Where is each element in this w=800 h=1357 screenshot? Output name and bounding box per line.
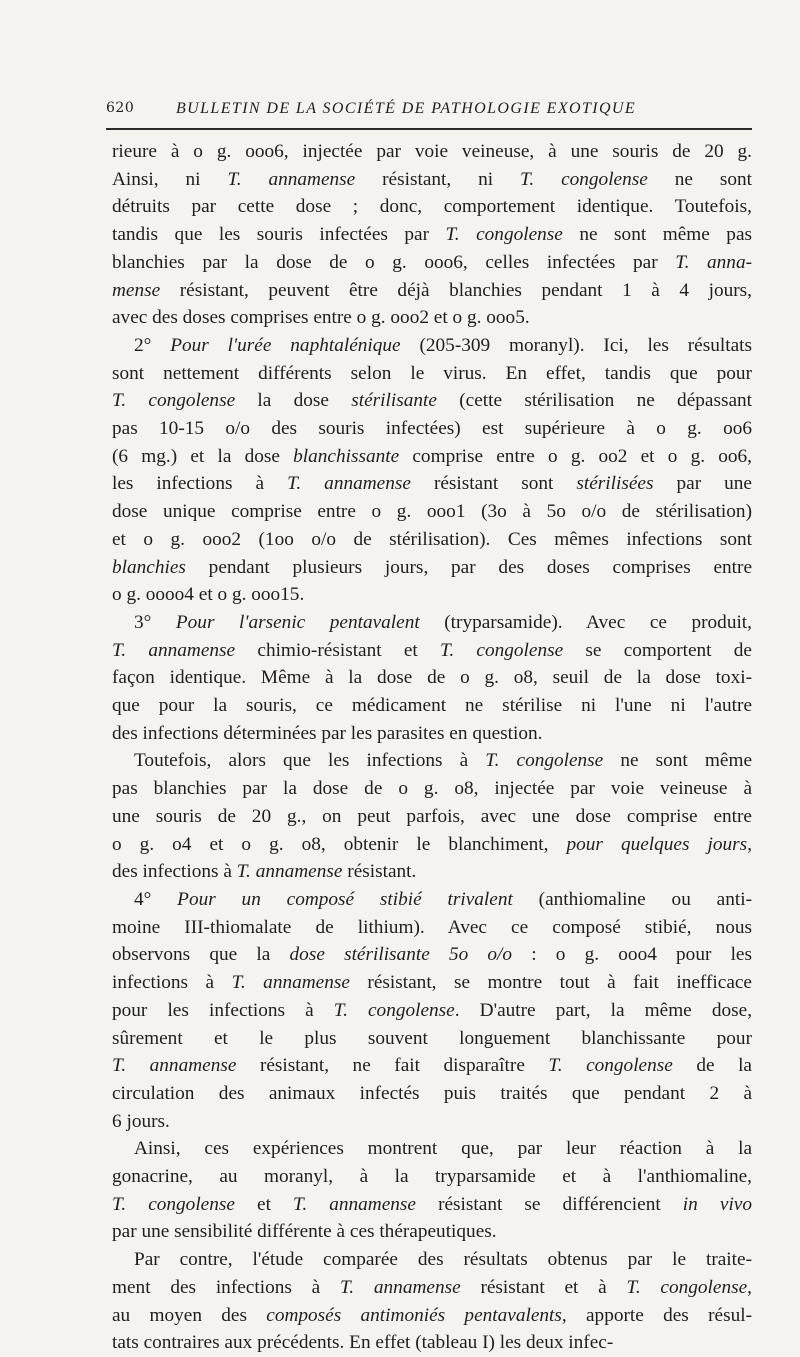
text-run: par une sensibilité différente à ces thérapeutiques. xyxy=(112,1221,497,1243)
italic-run: in vivo xyxy=(682,1193,752,1215)
text-run: ne sont même pas xyxy=(562,224,753,246)
text-line xyxy=(112,277,752,305)
text-line xyxy=(112,221,752,249)
text-run: , apporte des résul- xyxy=(561,1304,753,1326)
text-run: rieure à o g. ooo6, injectée par voie veineuse, à une souris de 20 g. xyxy=(112,141,752,162)
text-run: 2° xyxy=(134,334,171,356)
italic-run: composés antimoniés pentavalents xyxy=(266,1304,562,1326)
italic-run: T. congolense xyxy=(112,390,236,412)
text-run: (tryparsamide). Avec ce produit, xyxy=(419,611,752,633)
italic-run: T. annamense xyxy=(340,1276,461,1298)
text-line xyxy=(112,747,752,775)
text-run: de la xyxy=(672,1055,752,1077)
text-run: (205-309 moranyl). Ici, les résultats xyxy=(400,334,752,356)
text-run: se comportent de xyxy=(563,639,752,661)
text-line xyxy=(112,1246,752,1274)
text-run: avec des doses comprises entre o g. ooo2 et o g. ooo5. xyxy=(112,307,530,329)
text-run: ne sont même xyxy=(603,750,752,772)
text-run: , xyxy=(747,833,753,855)
text-line xyxy=(112,914,752,942)
text-run: résistant sont xyxy=(410,473,577,495)
text-line xyxy=(112,1108,752,1136)
text-run: 4° xyxy=(134,888,178,910)
text-line xyxy=(112,1025,752,1053)
page-header xyxy=(106,100,752,126)
text-run: des infections déterminées par les parasites en question. xyxy=(112,722,543,744)
text-line xyxy=(112,166,752,194)
page-number: 620 xyxy=(106,100,135,116)
italic-run: T. congolense xyxy=(112,1193,235,1215)
text-run: , xyxy=(747,1276,752,1298)
text-line xyxy=(112,941,752,969)
text-line xyxy=(112,1163,752,1191)
text-run: ne sont xyxy=(647,168,752,190)
text-run: et xyxy=(234,1193,294,1215)
text-run: résistant, se montre tout à fait inefficace xyxy=(349,972,752,994)
text-run: Toutefois, alors que les infections à xyxy=(134,750,486,772)
italic-run: Pour un composé stibié trivalent xyxy=(177,888,513,910)
text-run: des infections à xyxy=(112,861,237,883)
italic-run: pour quelques jours xyxy=(566,833,748,855)
text-run: 6 jours. xyxy=(112,1110,170,1132)
text-line xyxy=(112,1274,752,1302)
text-run: ment des infections à xyxy=(112,1276,340,1298)
text-line xyxy=(112,470,752,498)
italic-run: T. congolense xyxy=(548,1055,673,1077)
text-line xyxy=(112,997,752,1025)
text-line xyxy=(112,193,752,221)
text-run: au moyen des xyxy=(112,1304,267,1326)
text-run: pas 10-15 o/o des souris infectées) est supérieure à o g. oo6 xyxy=(112,418,752,440)
text-line xyxy=(112,637,752,665)
running-title: BULLETIN DE LA SOCIÉTÉ DE PATHOLOGIE EXOTIQUE xyxy=(176,100,637,117)
text-line xyxy=(112,332,752,360)
italic-run: T. congolense xyxy=(440,639,564,661)
text-run: Ainsi, ces expériences montrent que, par leur réaction à la xyxy=(134,1138,752,1160)
text-run: résistant, ne fait disparaître xyxy=(236,1055,549,1077)
text-run: résistant se différencient xyxy=(415,1193,683,1215)
italic-run: stérilisées xyxy=(576,473,654,495)
text-run: pas blanchies par la dose de o g. o8, injectée par voie veineuse à xyxy=(112,778,752,800)
text-line xyxy=(112,443,752,471)
body-text xyxy=(112,138,752,1357)
text-run: o g. o4 et o g. o8, obtenir le blanchiment, xyxy=(112,833,567,855)
text-run: sûrement et le plus souvent longuement blanchissante pour xyxy=(112,1027,752,1049)
text-run: observons que la xyxy=(112,944,290,966)
italic-run: T. annamense xyxy=(236,861,343,883)
text-line xyxy=(112,581,752,609)
italic-run: T. annamense xyxy=(112,1055,237,1077)
text-run: dose unique comprise entre o g. ooo1 (3o à 5o o/o de stérilisation) xyxy=(112,501,752,523)
text-run: infections à xyxy=(112,972,232,994)
text-line xyxy=(112,1218,752,1246)
text-line xyxy=(112,249,752,277)
text-line xyxy=(112,415,752,443)
italic-run: T. congolense xyxy=(485,750,604,772)
italic-run: T. annamense xyxy=(112,639,236,661)
text-line xyxy=(112,664,752,692)
text-run: résistant et à xyxy=(460,1276,627,1298)
text-line xyxy=(112,692,752,720)
text-line xyxy=(112,831,752,859)
text-run: (anthiomaline ou anti- xyxy=(512,888,752,910)
text-run: tats contraires aux précédents. En effet (tableau I) les deux infec- xyxy=(112,1332,614,1354)
italic-run: Pour l'arsenic pentavalent xyxy=(175,611,420,633)
italic-run: T. congolense xyxy=(445,224,563,246)
text-run: résistant, ni xyxy=(355,168,521,190)
text-run: (6 mg.) et la dose xyxy=(112,445,294,467)
italic-run: blanchissante xyxy=(293,445,400,467)
text-line xyxy=(112,360,752,388)
text-line xyxy=(112,775,752,803)
text-line xyxy=(112,1329,752,1357)
text-run: les infections à xyxy=(112,473,288,495)
text-line xyxy=(112,720,752,748)
italic-run: T. annamense xyxy=(287,473,411,495)
italic-run: T. annamense xyxy=(293,1193,416,1215)
text-run: pendant plusieurs jours, par des doses comprises entre xyxy=(185,556,752,578)
text-run: Par contre, l'étude comparée des résultats obtenus par le traite- xyxy=(134,1249,752,1271)
text-run: tandis que les souris infectées par xyxy=(112,224,446,246)
text-run: circulation des animaux infectés puis traités que pendant 2 à xyxy=(112,1082,752,1104)
text-run: sont nettement différents selon le virus. En effet, tandis que pour xyxy=(112,362,752,384)
text-line xyxy=(112,1080,752,1108)
text-line xyxy=(112,387,752,415)
text-line xyxy=(112,969,752,997)
text-run: . D'autre part, la même dose, xyxy=(454,999,753,1021)
header-rule xyxy=(106,128,752,130)
text-run: que pour la souris, ce médicament ne stérilise ni l'une ni l'autre xyxy=(112,695,752,717)
text-run: (cette stérilisation ne dépassant xyxy=(436,390,753,412)
italic-run: dose stérilisante 5o o/o xyxy=(289,944,513,966)
text-line xyxy=(112,1302,752,1330)
text-run: détruits par cette dose ; donc, comportement identique. Toutefois, xyxy=(112,196,752,218)
italic-run: Pour l'urée naphtalénique xyxy=(170,334,401,356)
text-line xyxy=(112,138,752,166)
text-line xyxy=(112,554,752,582)
text-run: blanchies par la dose de o g. ooo6, celles infectées par xyxy=(112,251,676,273)
text-line xyxy=(112,1135,752,1163)
text-run: Ainsi, ni xyxy=(112,168,228,190)
text-run: comprise entre o g. oo2 et o g. oo6, xyxy=(399,445,752,467)
text-line xyxy=(112,498,752,526)
italic-run: T. congolense xyxy=(333,999,455,1021)
text-line xyxy=(112,803,752,831)
italic-run: blanchies xyxy=(112,556,186,578)
text-run: chimio-résistant et xyxy=(235,639,441,661)
text-run: résistant, peuvent être déjà blanchies pendant 1 à 4 jours, xyxy=(160,279,752,301)
text-run: résistant. xyxy=(342,861,417,883)
italic-run: T. congolense xyxy=(626,1276,748,1298)
text-run: une souris de 20 g., on peut parfois, avec une dose comprise entre xyxy=(112,805,752,827)
text-run: façon identique. Même à la dose de o g. o8, seuil de la dose toxi- xyxy=(112,667,752,689)
text-line xyxy=(112,526,752,554)
italic-run: T. annamense xyxy=(231,972,350,994)
text-run: et o g. ooo2 (1oo o/o de stérilisation). Ces mêmes infections sont xyxy=(112,528,752,550)
text-line xyxy=(112,1191,752,1219)
text-run: 3° xyxy=(134,611,176,633)
text-run: o g. oooo4 et o g. ooo15. xyxy=(112,584,305,606)
text-run: pour les infections à xyxy=(112,999,334,1021)
text-line xyxy=(112,1052,752,1080)
text-line xyxy=(112,858,752,886)
text-run: la dose xyxy=(235,390,352,412)
italic-run: stérilisante xyxy=(351,390,437,412)
text-run: gonacrine, au moranyl, à la tryparsamide et à l'anthiomaline, xyxy=(112,1166,752,1188)
italic-run: T. annamense xyxy=(227,168,356,190)
italic-run: T. anna- xyxy=(675,251,753,273)
italic-run: mense xyxy=(112,279,161,301)
italic-run: T. congolense xyxy=(520,168,648,190)
text-run: : o g. ooo4 pour les xyxy=(512,944,752,966)
text-run: moine III-thiomalate de lithium). Avec ce composé stibié, nous xyxy=(112,916,752,938)
text-line xyxy=(112,886,752,914)
text-line xyxy=(112,304,752,332)
text-run: par une xyxy=(653,473,752,495)
text-line xyxy=(112,609,752,637)
